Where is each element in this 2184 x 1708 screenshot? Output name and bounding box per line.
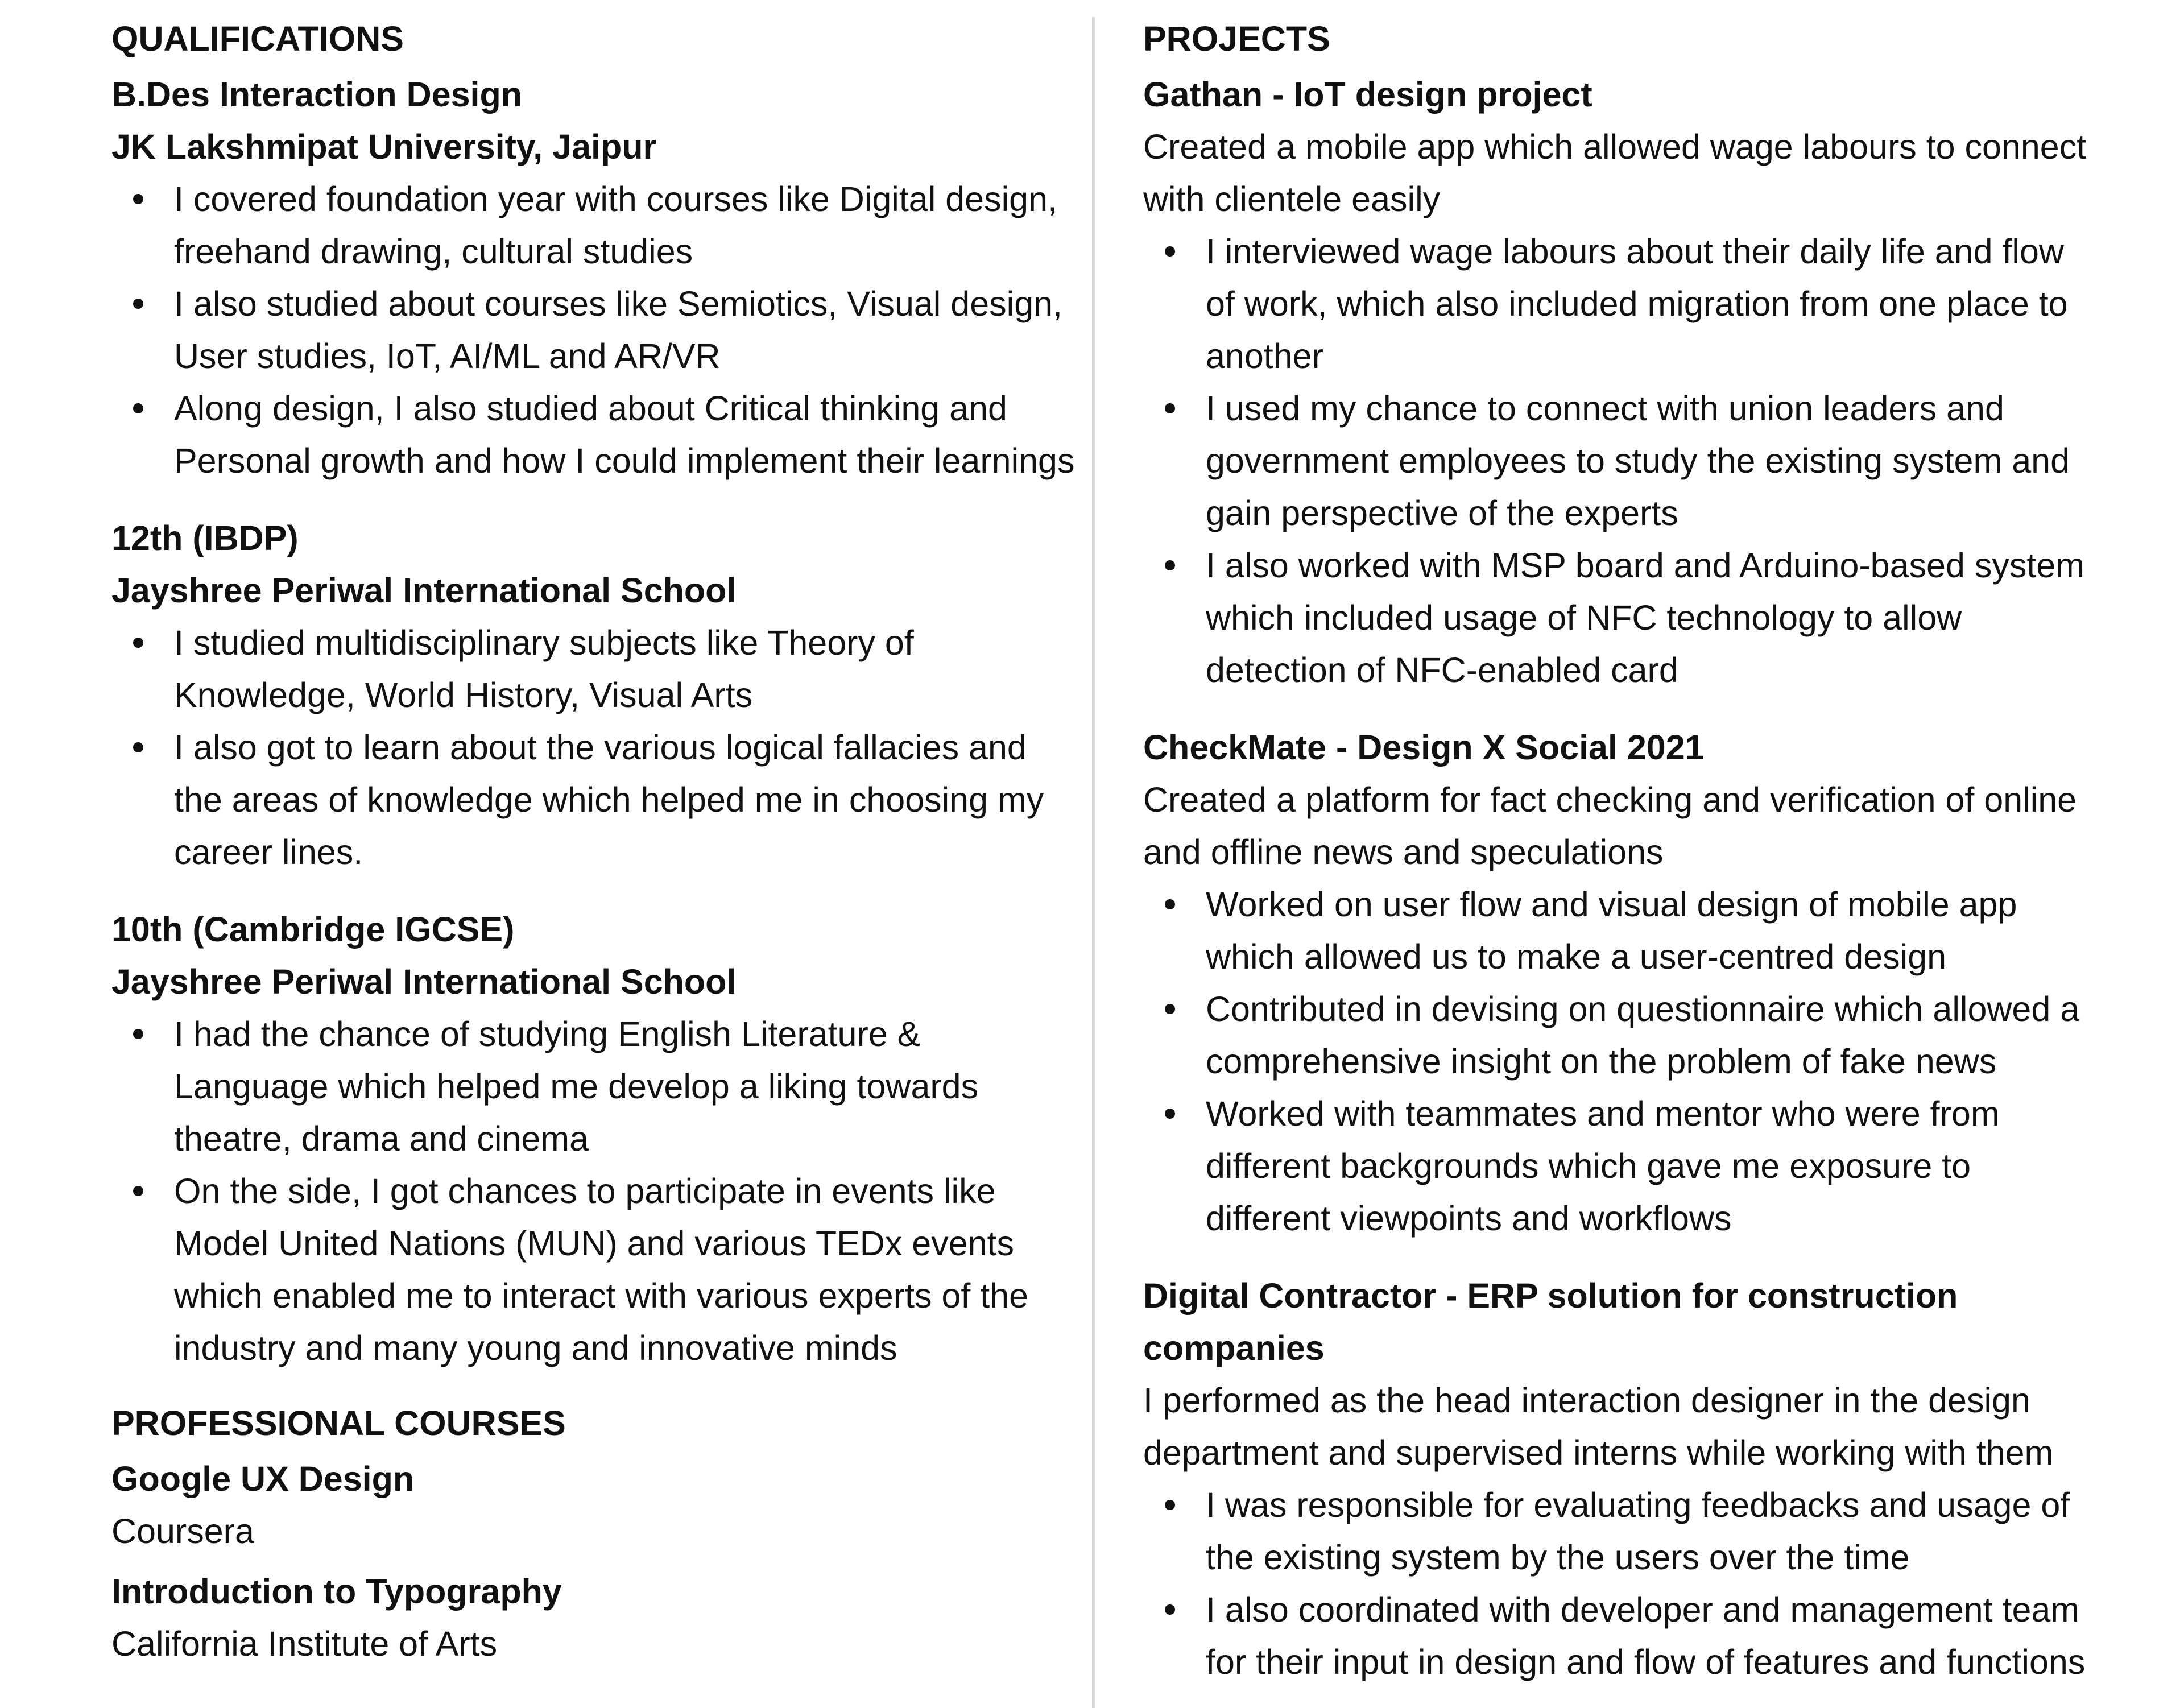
list-item [1143,1583,2087,1688]
project-entry [1143,1269,2087,1688]
list-item-text: I covered foundation year with courses like Digital design, freehand drawing, cultural studies [174,180,1057,271]
list-item-text: I had the chance of studying English Literature & Language which helped me develop a liking towards theatre, drama and cinema [174,1015,979,1158]
projects-heading: PROJECTS [1143,19,1330,58]
list-item [111,617,1078,721]
list-item-text: I also coordinated with developer and management team for their input in design and flow of features and functions [1206,1590,2086,1681]
list-item [111,1165,1078,1374]
bullet-icon [1165,246,1175,257]
list-item [111,1008,1078,1165]
qualification-entry [111,68,1078,487]
bullet-icon [133,638,143,648]
project-title: Digital Contractor - ERP solution for construction companies [1143,1276,1958,1367]
list-item-text: I was responsible for evaluating feedbacks and usage of the existing system by the users over the time [1206,1486,2070,1577]
qualification-entry [111,512,1078,878]
right-column [1143,13,2087,1688]
bullet-icon [133,1029,143,1039]
bullet-icon [1165,403,1175,413]
bullet-icon [133,1186,143,1196]
list-item [111,278,1078,382]
list-item-text: Worked with teammates and mentor who were from different backgrounds which gave me exposure to different viewpoints and workflows [1206,1094,2000,1238]
bullet-list [111,1008,1078,1374]
qualification-degree: 10th (Cambridge IGCSE) [111,910,515,949]
project-description: Created a mobile app which allowed wage labours to connect with clientele easily [1143,127,2087,218]
bullet-icon [133,742,143,752]
left-column [111,13,1078,1670]
qualification-degree: 12th (IBDP) [111,519,299,557]
list-item [111,721,1078,878]
list-item [111,173,1078,278]
course-provider: Coursera [111,1512,254,1550]
list-item-text: Contributed in devising on questionnaire which allowed a comprehensive insight on the problem of fake news [1206,990,2080,1081]
project-description: I performed as the head interaction designer in the design department and supervised interns while working with them [1143,1381,2054,1472]
list-item-text: Worked on user flow and visual design of mobile app which allowed us to make a user-centred design [1206,885,2017,976]
qualification-institution: Jayshree Periwal International School [111,571,737,610]
bullet-icon [1165,1004,1175,1014]
bullet-list [111,617,1078,878]
bullet-icon [1165,1500,1175,1510]
list-item-text: On the side, I got chances to participate in events like Model United Nations (MUN) and various TEDx events which enabled me to interact with various experts of the industry and many young and innovative minds [174,1172,1029,1367]
list-item-text: I also studied about courses like Semiotics, Visual design, User studies, IoT, AI/ML and AR/VR [174,284,1062,375]
list-item [1143,1479,2087,1583]
bullet-icon [1165,1109,1175,1119]
list-item [1143,983,2087,1087]
bullet-icon [133,194,143,204]
qualification-degree: B.Des Interaction Design [111,75,522,114]
qualification-institution: Jayshree Periwal International School [111,962,737,1001]
list-item [1143,878,2087,983]
project-entry [1143,68,2087,696]
list-item [1143,225,2087,382]
list-item-text: I interviewed wage labours about their daily life and flow of work, which also included migration from one place to another [1206,232,2068,375]
list-item-text: I used my chance to connect with union leaders and government employees to study the existing system and gain perspective of the experts [1206,389,2070,532]
bullet-icon [1165,560,1175,570]
list-item-text: I also worked with MSP board and Arduino-based system which included usage of NFC technology to allow detection of NFC-enabled card [1206,546,2085,689]
qualifications-heading: QUALIFICATIONS [111,19,404,58]
course-name: Google UX Design [111,1459,415,1498]
column-divider [1092,17,1095,1708]
bullet-icon [1165,899,1175,909]
bullet-icon [133,299,143,309]
course-entry [111,1453,1078,1557]
course-provider: California Institute of Arts [111,1624,498,1663]
bullet-icon [133,403,143,413]
list-item [1143,1087,2087,1244]
list-item [1143,382,2087,539]
list-item [111,382,1078,487]
qualification-entry [111,903,1078,1374]
project-title: Gathan - IoT design project [1143,75,1592,114]
list-item-text: Along design, I also studied about Critical thinking and Personal growth and how I could implement their learnings [174,389,1075,480]
project-entry [1143,721,2087,1244]
course-entry [111,1565,1078,1670]
bullet-list [1143,1479,2087,1688]
bullet-list [1143,878,2087,1244]
bullet-list [1143,225,2087,696]
qualification-institution: JK Lakshmipat University, Jaipur [111,127,657,166]
bullet-list [111,173,1078,487]
professional-courses-heading: PROFESSIONAL COURSES [111,1404,566,1442]
bullet-icon [1165,1604,1175,1615]
course-name: Introduction to Typography [111,1572,562,1611]
list-item-text: I also got to learn about the various logical fallacies and the areas of knowledge which helped me in choosing my career lines. [174,728,1044,871]
list-item-text: I studied multidisciplinary subjects like Theory of Knowledge, World History, Visual Arts [174,623,914,714]
project-description: Created a platform for fact checking and verification of online and offline news and speculations [1143,780,2077,871]
project-title: CheckMate - Design X Social 2021 [1143,728,1705,767]
list-item [1143,539,2087,696]
